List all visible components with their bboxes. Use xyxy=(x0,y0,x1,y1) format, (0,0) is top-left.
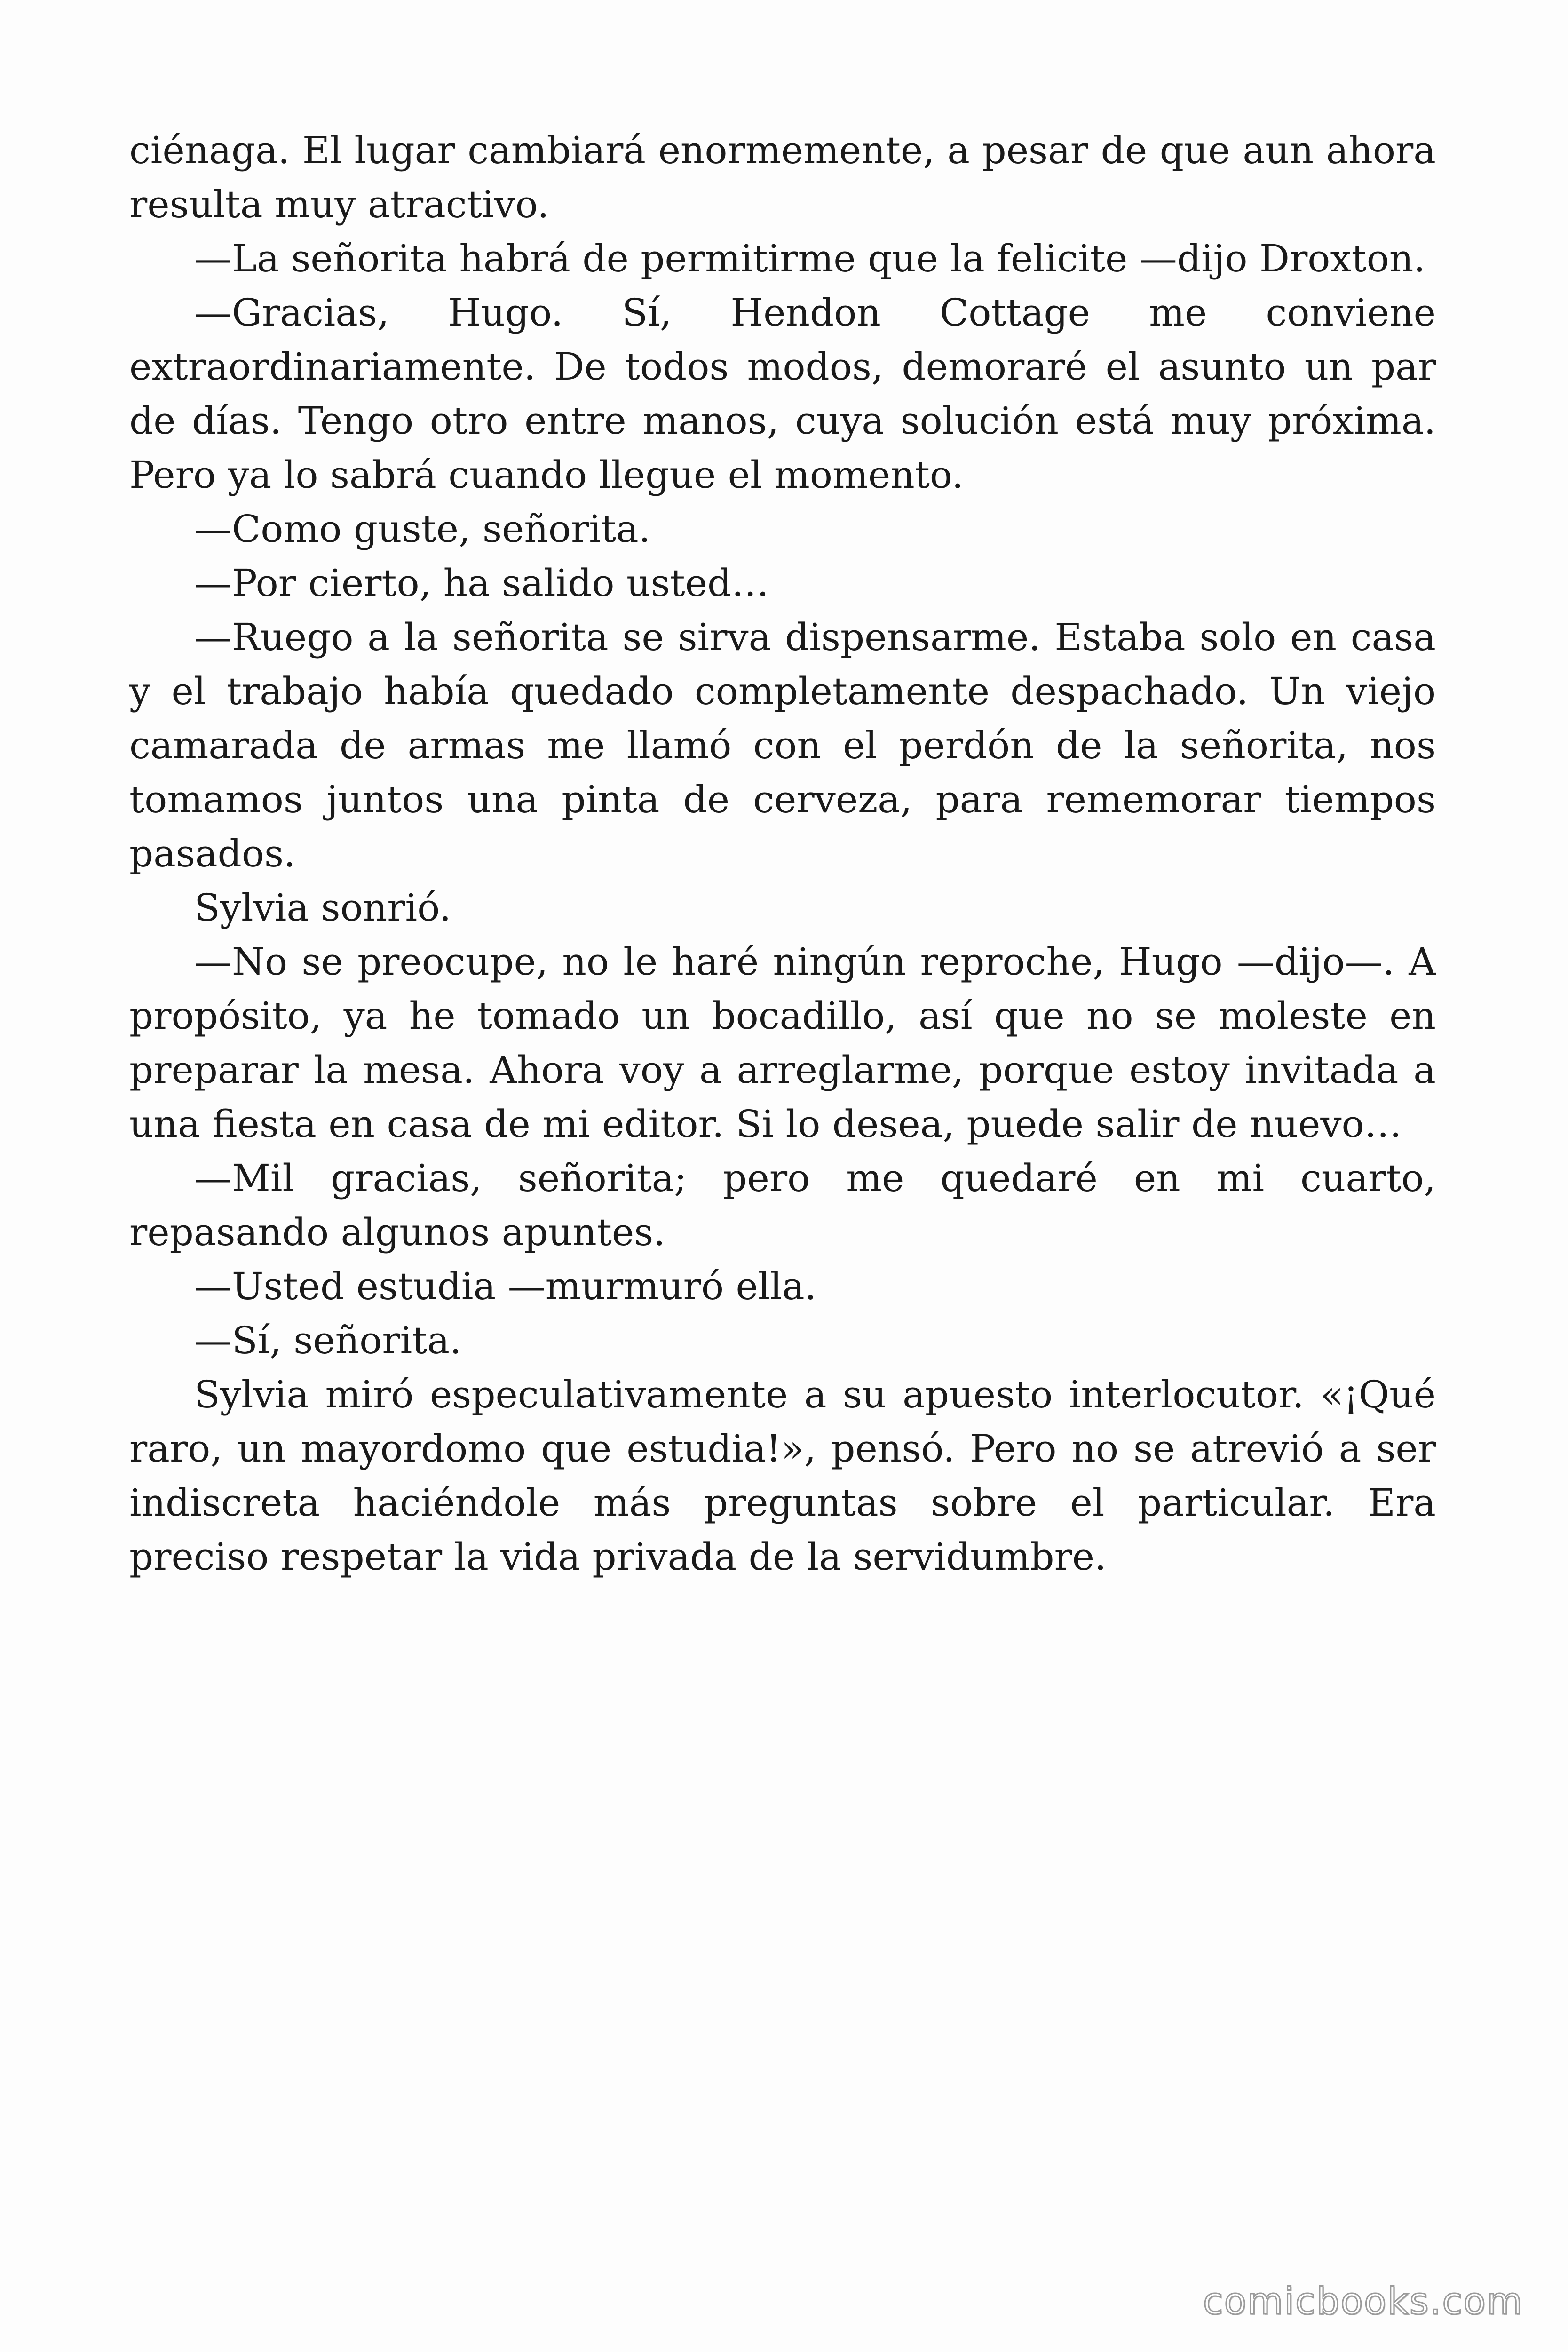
paragraph: Sylvia miró especulativamente a su apuesto interlocutor. «¡Qué raro, un mayordomo que estudia!», pensó. Pero no se atrevió a ser indiscreta haciéndole más preguntas sobre el particular. Era preciso respetar la vida privada de la servidumbre. xyxy=(129,1373,1436,1579)
paragraph: —Ruego a la señorita se sirva dispensarme. Estaba solo en casa y el trabajo había quedado completamente despachado. Un viejo camarada de armas me llamó con el perdón de la señorita, nos tomamos juntos una pinta de cerveza, para rememorar tiempos pasados. xyxy=(129,615,1436,875)
paragraph-continuation: ciénaga. El lugar cambiará enormemente, a pesar de que aun ahora resulta muy atractivo. xyxy=(129,128,1436,226)
paragraph: —No se preocupe, no le haré ningún reproche, Hugo —dijo—. A propósito, ya he tomado un bocadillo, así que no se moleste en preparar la mesa. Ahora voy a arreglarme, porque estoy invitada a una fiesta en casa de mi editor. Si lo desea, puede salir de nuevo… xyxy=(129,940,1436,1146)
paragraph: —Usted estudia —murmuró ella. xyxy=(194,1264,817,1308)
paragraph: Sylvia sonrió. xyxy=(194,886,451,930)
paragraph: —Por cierto, ha salido usted… xyxy=(194,561,769,605)
paragraph: —Sí, señorita. xyxy=(194,1319,462,1362)
paragraph: —Mil gracias, señorita; pero me quedaré en mi cuarto, repasando algunos apuntes. xyxy=(129,1156,1436,1254)
paragraph: —Gracias, Hugo. Sí, Hendon Cottage me conviene extraordinariamente. De todos modos, demoraré el asunto un par de días. Tengo otro entre manos, cuya solución está muy próxima. Pero ya lo sabrá cuando llegue el momento. xyxy=(129,291,1436,497)
paragraph: —La señorita habrá de permitirme que la felicite —dijo Droxton. xyxy=(194,237,1425,280)
paragraph: —Como guste, señorita. xyxy=(194,507,651,551)
watermark: comicbooks.com xyxy=(1203,2280,1523,2323)
body-text xyxy=(129,123,1436,1584)
